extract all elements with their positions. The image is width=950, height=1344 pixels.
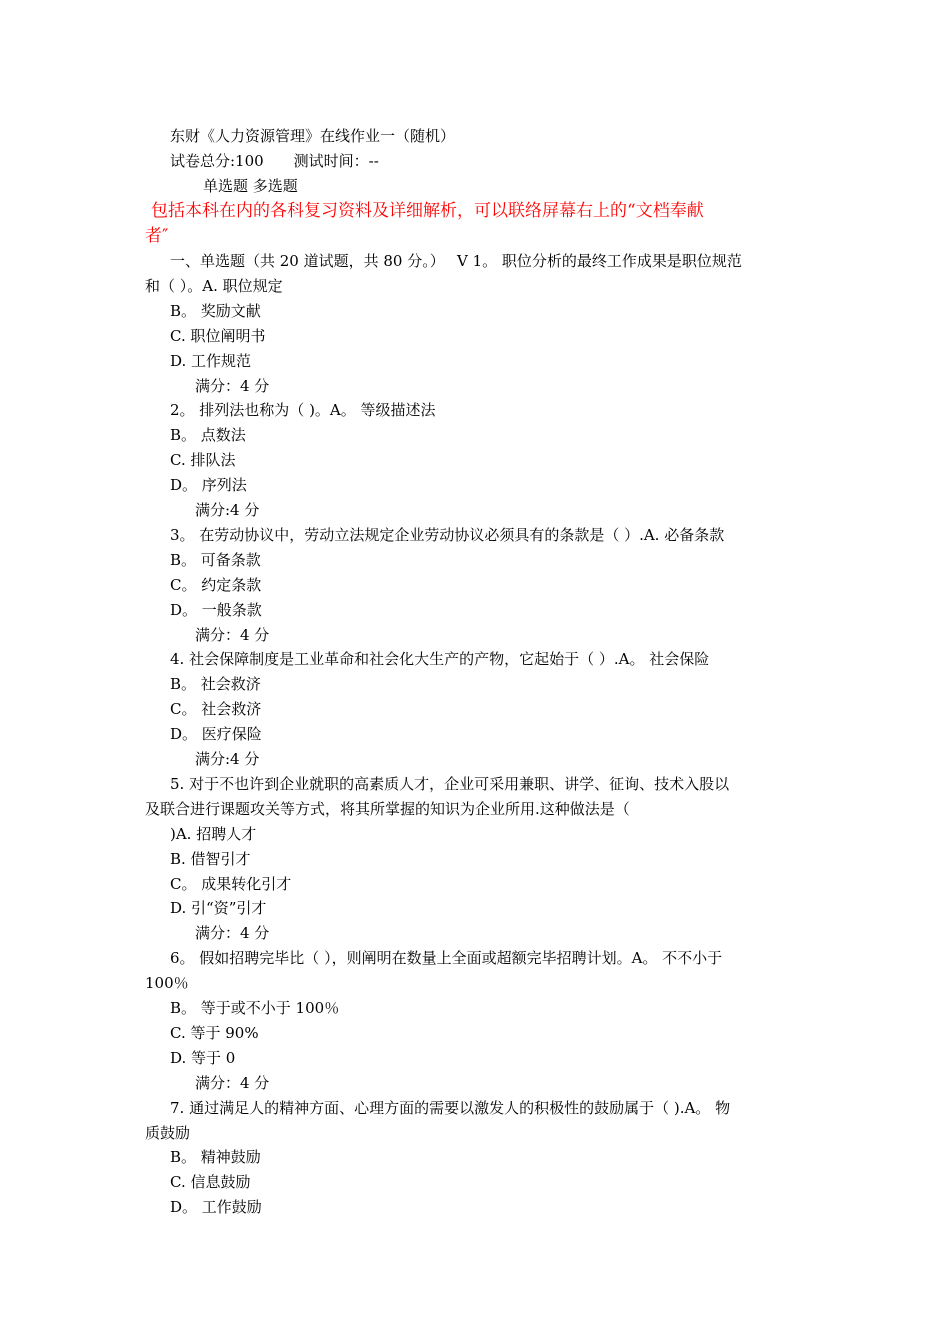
- document-line: 4. 社会保障制度是工业革命和社会化大生产的产物，它起始于（ ）.A。 社会保险: [170, 650, 710, 669]
- notice-line-2: 者″: [145, 226, 169, 246]
- exam-meta: 试卷总分:100 测试时间：--: [170, 152, 379, 170]
- document-line: 2。 排列法也称为（ )。A。 等级描述法: [170, 401, 436, 420]
- document-line: C. 信息鼓励: [170, 1173, 251, 1192]
- document-line: C。 约定条款: [170, 575, 262, 594]
- document-line: C. 职位阐明书: [170, 326, 266, 345]
- document-line: 5. 对于不也许到企业就职的高素质人才，企业可采用兼职、讲学、征询、技术入股以: [170, 774, 730, 793]
- document-line: C. 等于 90%: [170, 1023, 259, 1042]
- document-line: B。 奖励文献: [170, 301, 261, 320]
- notice-line-1: 包括本科在内的各科复习资料及详细解析，可以联络屏幕右上的“文档奉献: [151, 201, 704, 221]
- document-line: 和（ ）。A. 职位规定: [145, 276, 283, 295]
- document-line: B。 等于或不小于 100％: [170, 999, 340, 1017]
- document-line: C。 社会救济: [170, 700, 262, 719]
- document-line: 满分：4 分: [195, 625, 270, 644]
- document-line: B。 精神鼓励: [170, 1148, 261, 1167]
- document-line: B。 社会救济: [170, 675, 261, 694]
- document-line: D. 工作规范: [170, 351, 252, 370]
- question-type-tabs: 单选题 多选题: [203, 177, 298, 195]
- document-line: D. 引“资”引才: [170, 899, 267, 918]
- document-line: 满分：4 分: [195, 924, 270, 943]
- document-title: 东财《人力资源管理》在线作业一（随机）: [170, 127, 456, 145]
- document-line: B。 点数法: [170, 426, 246, 445]
- document-line: C. 排队法: [170, 451, 236, 470]
- document-line: D。 医疗保险: [170, 725, 262, 744]
- document-line: 7. 通过满足人的精神方面、心理方面的需要以激发人的积极性的鼓励属于（ ).A。 物: [170, 1098, 731, 1117]
- document-line: 及联合进行课题攻关等方式，将其所掌握的知识为企业所用.这种做法是（: [145, 799, 630, 818]
- document-line: 6。 假如招聘完毕比（ ），则阐明在数量上全面或超额完毕招聘计划。A。 不不小于: [170, 949, 723, 968]
- document-line: 质鼓励: [145, 1123, 191, 1142]
- document-line: C。 成果转化引才: [170, 874, 292, 893]
- document-line: B。 可备条款: [170, 550, 261, 569]
- document-line: D。 序列法: [170, 476, 247, 495]
- document-line: 100％: [145, 974, 189, 993]
- document-line: B. 借智引才: [170, 849, 251, 868]
- document-line: 满分:4 分: [195, 501, 260, 519]
- document-line: D。 一般条款: [170, 600, 262, 619]
- document-line: 满分：4 分: [195, 376, 270, 395]
- document-line: D。 工作鼓励: [170, 1198, 262, 1217]
- document-line: 3。 在劳动协议中，劳动立法规定企业劳动协议必须具有的条款是（ ）.A. 必备条款: [170, 525, 725, 544]
- document-line: )A. 招聘人才: [170, 824, 257, 843]
- document-line: 满分：4 分: [195, 1073, 270, 1092]
- document-line: D. 等于 0: [170, 1048, 236, 1067]
- document-line: 满分:4 分: [195, 750, 260, 768]
- document-line: 一、单选题（共 20 道试题，共 80 分。） V 1。 职位分析的最终工作成果是职位规范: [170, 252, 742, 270]
